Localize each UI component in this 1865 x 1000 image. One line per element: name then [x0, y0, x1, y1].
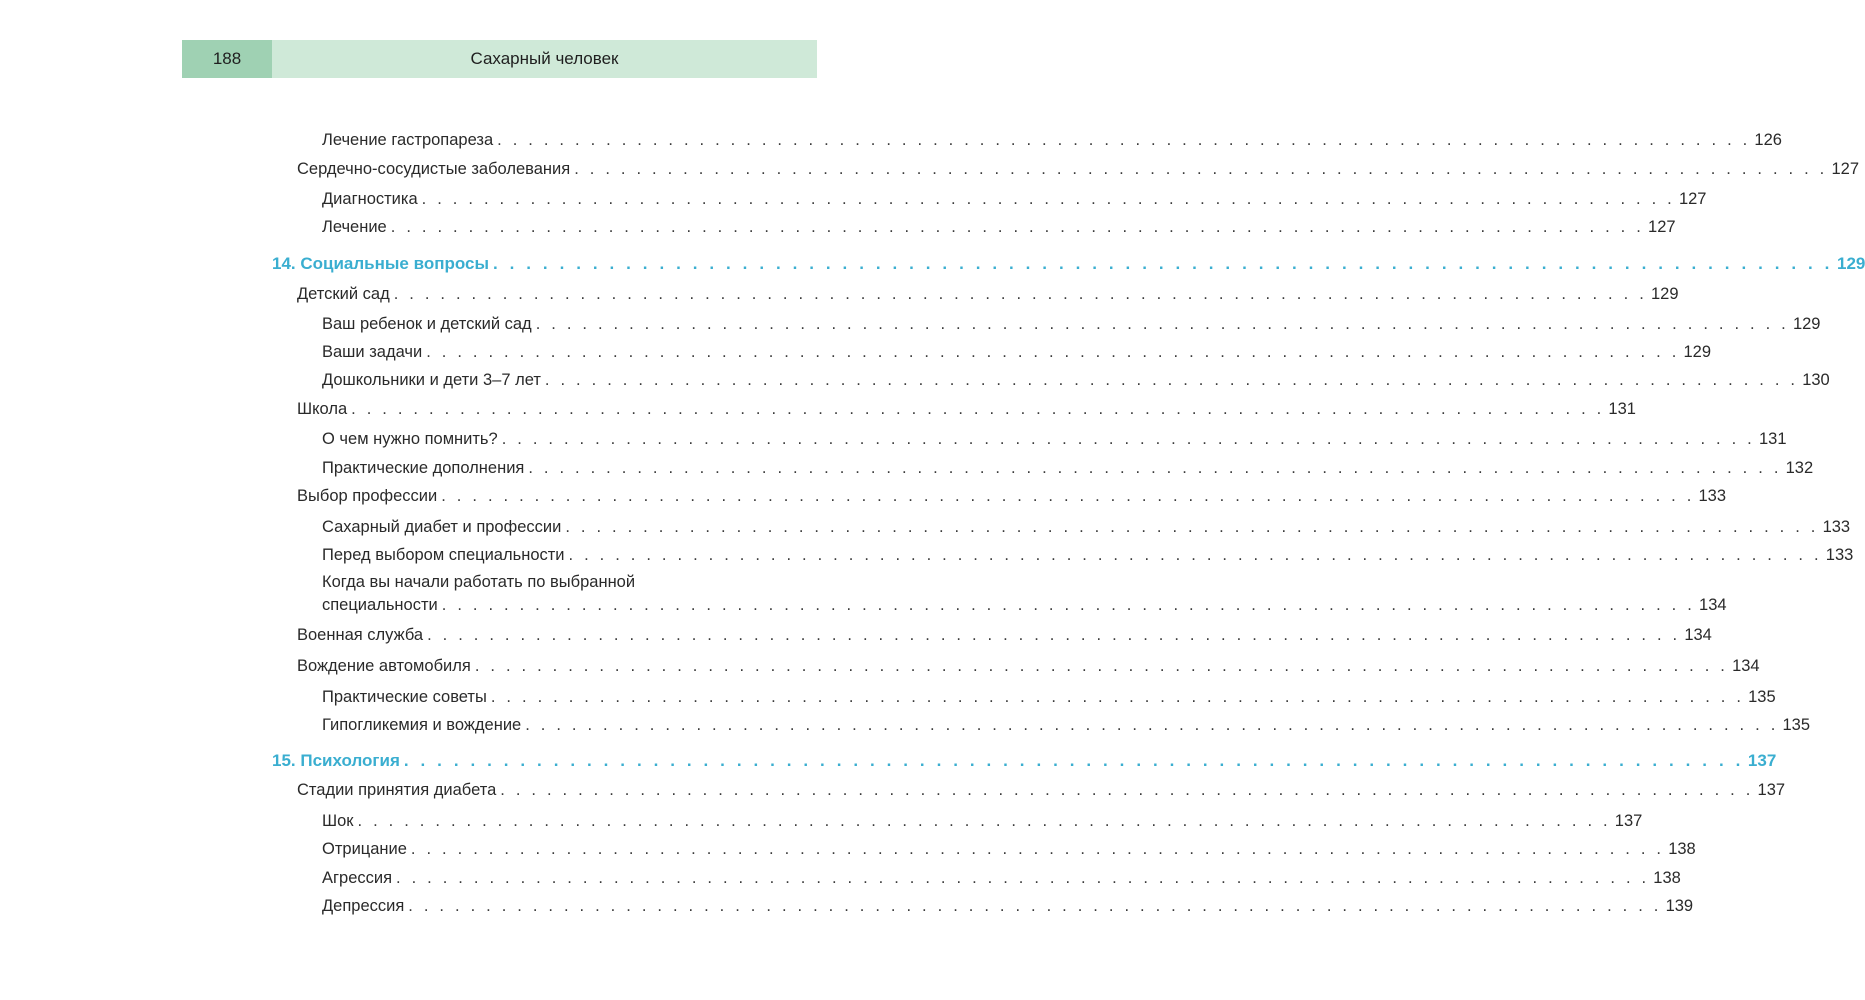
toc-entry-title: Депрессия	[322, 897, 405, 915]
dot-leader: . . . . . . . . . . . . . . . . . . . . . . . . . . . . . . . . . . . . . . . . . . . . . . . . . . . . . . . . . . . . . . . . . . . . . . . . . . . . . . . . .	[351, 400, 1605, 418]
toc-entry-page: 135	[1782, 716, 1811, 734]
toc-entry	[322, 214, 1676, 238]
toc-chapter-page: 137	[1747, 751, 1777, 770]
toc-entry-page: 138	[1653, 869, 1681, 887]
toc-entry-page: 126	[1754, 131, 1782, 149]
toc-entry-page: 127	[1648, 218, 1676, 236]
dot-leader: . . . . . . . . . . . . . . . . . . . . . . . . . . . . . . . . . . . . . . . . . . . . . . . . . . . . . . . . . . . . . . . . . . . . . . . . . . . . . . . . .	[441, 596, 1696, 614]
toc-entry-page: 139	[1665, 897, 1694, 915]
toc-entry-title: Лечение	[322, 218, 387, 236]
toc-entry	[322, 712, 1811, 736]
book-title: Сахарный человек	[272, 40, 817, 78]
toc-entry	[297, 281, 1679, 305]
toc-entry-page: 133	[1822, 518, 1851, 536]
toc-entry-title: Агрессия	[322, 869, 393, 887]
toc-entry-page: 133	[1825, 546, 1854, 564]
dot-leader: . . . . . . . . . . . . . . . . . . . . . . . . . . . . . . . . . . . . . . . . . . . . . . . . . . . . . . . . . . . . . . . . . . . . . . . . . . . . . . . . .	[393, 285, 1647, 303]
toc-entry	[322, 127, 1782, 151]
toc-entry	[297, 653, 1760, 677]
page-number: 188	[182, 40, 272, 78]
toc-entry-title: Сердечно-сосудистые заболевания	[297, 160, 571, 178]
toc-entry-page: 127	[1678, 190, 1707, 208]
toc-entry	[322, 339, 1712, 363]
dot-leader: . . . . . . . . . . . . . . . . . . . . . . . . . . . . . . . . . . . . . . . . . . . . . . . . . . . . . . . . . . . . . . . . . . . . . . . . . . . . . . . . .	[500, 781, 1754, 799]
toc-entry-title: Сахарный диабет и профессии	[322, 518, 562, 536]
toc-chapter-title: 15. Психология	[272, 751, 400, 770]
toc-entry-title: Детский сад	[297, 285, 390, 303]
toc-entry	[322, 684, 1776, 708]
toc-entry-title: Выбор профессии	[297, 487, 438, 505]
toc-entry-page: 129	[1792, 315, 1821, 333]
toc-entry	[322, 893, 1694, 917]
toc-entry-title: О чем нужно помнить?	[322, 430, 498, 448]
dot-leader: . . . . . . . . . . . . . . . . . . . . . . . . . . . . . . . . . . . . . . . . . . . . . . . . . . . . . . . . . . . . . . . . . . . . . . . . . . . . . . . . .	[427, 626, 1681, 644]
toc-entry-page: 132	[1785, 459, 1814, 477]
dot-leader: . . . . . . . . . . . . . . . . . . . . . . . . . . . . . . . . . . . . . . . . . . . . . . . . . . . . . . . . . . . . . . . . . . . . . . . . . . . . . . . . .	[565, 518, 1819, 536]
toc-entry-title: Стадии принятия диабета	[297, 781, 497, 799]
toc-entry-title: Диагностика	[322, 190, 418, 208]
toc-entry	[322, 542, 1854, 566]
toc-entry	[297, 777, 1786, 801]
toc-entry-title: Отрицание	[322, 840, 407, 858]
dot-leader: . . . . . . . . . . . . . . . . . . . . . . . . . . . . . . . . . . . . . . . . . . . . . . . . . . . . . . . . . . . . . . . . . . . . . . . . . . . . . . . . .	[408, 897, 1662, 915]
dot-leader: . . . . . . . . . . . . . . . . . . . . . . . . . . . . . . . . . . . . . . . . . . . . . . . . . . . . . . . . . . . . . . . . . . . . . . . . . . . . . . . . .	[426, 343, 1680, 361]
toc-chapter	[272, 748, 1777, 772]
dot-leader: . . . . . . . . . . . . . . . . . . . . . . . . . . . . . . . . . . . . . . . . . . . . . . . . . . . . . . . . . . . . . . . . . . . . . . . . . . . . . . . . .	[535, 315, 1789, 333]
toc-entry-page: 134	[1699, 596, 1727, 614]
dot-leader: . . . . . . . . . . . . . . . . . . . . . . . . . . . . . . . . . . . . . . . . . . . . . . . . . . . . . . . . . . . . . . . . . . . . . . . . . . . . . . . . .	[490, 688, 1745, 706]
toc-entry	[297, 622, 1712, 646]
toc-entry-page: 131	[1758, 430, 1787, 448]
toc-entry-page: 134	[1732, 657, 1760, 675]
toc-chapter	[272, 251, 1865, 275]
dot-leader: . . . . . . . . . . . . . . . . . . . . . . . . . . . . . . . . . . . . . . . . . . . . . . . . . . . . . . . . . . . . . . . . . . . . . . . . . . . . . . . . .	[474, 657, 1729, 675]
toc-entry-title-line1: Когда вы начали работать по выбранной	[322, 573, 636, 591]
toc-entry-title: Военная служба	[297, 626, 424, 644]
dot-leader: . . . . . . . . . . . . . . . . . . . . . . . . . . . . . . . . . . . . . . . . . . . . . . . . . . . . . . . . . . . . . . . . . . . . . . . . . . . . . . . . .	[501, 430, 1755, 448]
toc-entry	[322, 186, 1707, 210]
toc-entry-title: Школа	[297, 400, 348, 418]
dot-leader: . . . . . . . . . . . . . . . . . . . . . . . . . . . . . . . . . . . . . . . . . . . . . . . . . . . . . . . . . . . . . . . . . . . . . . . . . . . . . . . . .	[544, 371, 1799, 389]
dot-leader: . . . . . . . . . . . . . . . . . . . . . . . . . . . . . . . . . . . . . . . . . . . . . . . . . . . . . . . . . . . . . . . . . . . . . . . . . . . . . . . . .	[497, 131, 1751, 149]
dot-leader: . . . . . . . . . . . . . . . . . . . . . . . . . . . . . . . . . . . . . . . . . . . . . . . . . . . . . . . . . . . . . . . . . . . . . . . . . . . . . . . . .	[568, 546, 1822, 564]
toc-entry-title: Лечение гастропареза	[322, 131, 494, 149]
toc-entry-title-line2: специальности	[322, 596, 438, 614]
dot-leader: . . . . . . . . . . . . . . . . . . . . . . . . . . . . . . . . . . . . . . . . . . . . . . . . . . . . . . . . . . . . . . . . . . . . . . . . . . . . . . . . .	[410, 840, 1665, 858]
toc-entry-title: Дошкольники и дети 3–7 лет	[322, 371, 541, 389]
toc-entry-page: 127	[1831, 160, 1859, 178]
toc-entry-page: 135	[1748, 688, 1776, 706]
toc-entry-title: Практические советы	[322, 688, 487, 706]
toc-chapter-title: 14. Социальные вопросы	[272, 254, 489, 273]
toc-entry-page: 134	[1684, 626, 1712, 644]
dot-leader: . . . . . . . . . . . . . . . . . . . . . . . . . . . . . . . . . . . . . . . . . . . . . . . . . . . . . . . . . . . . . . . . . . . . . . . . . . . . . . . . .	[492, 254, 1834, 273]
toc-entry	[322, 836, 1696, 860]
toc-entry-title: Вождение автомобиля	[297, 657, 471, 675]
toc-entry-multiline	[322, 571, 1727, 617]
toc-entry-title: Ваш ребенок и детский сад	[322, 315, 532, 333]
toc-entry-page: 138	[1668, 840, 1696, 858]
toc-entry-title: Шок	[322, 812, 354, 830]
toc-entry	[297, 483, 1727, 507]
toc-entry-page: 137	[1614, 812, 1643, 830]
toc-entry-page: 131	[1608, 400, 1636, 418]
toc-entry	[297, 156, 1859, 180]
toc-entry	[322, 367, 1830, 391]
dot-leader: . . . . . . . . . . . . . . . . . . . . . . . . . . . . . . . . . . . . . . . . . . . . . . . . . . . . . . . . . . . . . . . . . . . . . . . . . . . . . . . . .	[390, 218, 1645, 236]
dot-leader: . . . . . . . . . . . . . . . . . . . . . . . . . . . . . . . . . . . . . . . . . . . . . . . . . . . . . . . . . . . . . . . . . . . . . . . . . . . . . . . . .	[525, 716, 1779, 734]
toc-entry	[322, 311, 1821, 335]
toc-entry-title: Перед выбором специальности	[322, 546, 565, 564]
toc-entry-title: Практические дополнения	[322, 459, 525, 477]
dot-leader: . . . . . . . . . . . . . . . . . . . . . . . . . . . . . . . . . . . . . . . . . . . . . . . . . . . . . . . . . . . . . . . . . . . . . . . . . . . . . . . . .	[574, 160, 1828, 178]
toc-entry	[322, 514, 1851, 538]
toc-entry-page: 129	[1650, 285, 1679, 303]
toc-entry-page: 130	[1802, 371, 1830, 389]
toc-entry-page: 129	[1683, 343, 1712, 361]
dot-leader: . . . . . . . . . . . . . . . . . . . . . . . . . . . . . . . . . . . . . . . . . . . . . . . . . . . . . . . . . . . . . . . . . . . . . . . . . . . . . . . . .	[396, 869, 1650, 887]
dot-leader: . . . . . . . . . . . . . . . . . . . . . . . . . . . . . . . . . . . . . . . . . . . . . . . . . . . . . . . . . . . . . . . . . . . . . . . . . . . . . . . . .	[403, 751, 1744, 770]
toc-entry-page: 137	[1757, 781, 1786, 799]
toc-chapter-page: 129	[1837, 254, 1865, 273]
toc-entry	[322, 865, 1681, 889]
toc-entry	[322, 808, 1643, 832]
dot-leader: . . . . . . . . . . . . . . . . . . . . . . . . . . . . . . . . . . . . . . . . . . . . . . . . . . . . . . . . . . . . . . . . . . . . . . . . . . . . . . . . .	[441, 487, 1695, 505]
dot-leader: . . . . . . . . . . . . . . . . . . . . . . . . . . . . . . . . . . . . . . . . . . . . . . . . . . . . . . . . . . . . . . . . . . . . . . . . . . . . . . . . .	[357, 812, 1611, 830]
toc-entry-title: Гипогликемия и вождение	[322, 716, 522, 734]
toc-entry-page: 133	[1698, 487, 1727, 505]
dot-leader: . . . . . . . . . . . . . . . . . . . . . . . . . . . . . . . . . . . . . . . . . . . . . . . . . . . . . . . . . . . . . . . . . . . . . . . . . . . . . . . . .	[528, 459, 1782, 477]
toc-entry	[297, 396, 1636, 420]
toc-entry	[322, 455, 1814, 479]
toc-entry	[322, 426, 1787, 450]
dot-leader: . . . . . . . . . . . . . . . . . . . . . . . . . . . . . . . . . . . . . . . . . . . . . . . . . . . . . . . . . . . . . . . . . . . . . . . . . . . . . . . . .	[421, 190, 1675, 208]
toc-entry-title: Ваши задачи	[322, 343, 423, 361]
